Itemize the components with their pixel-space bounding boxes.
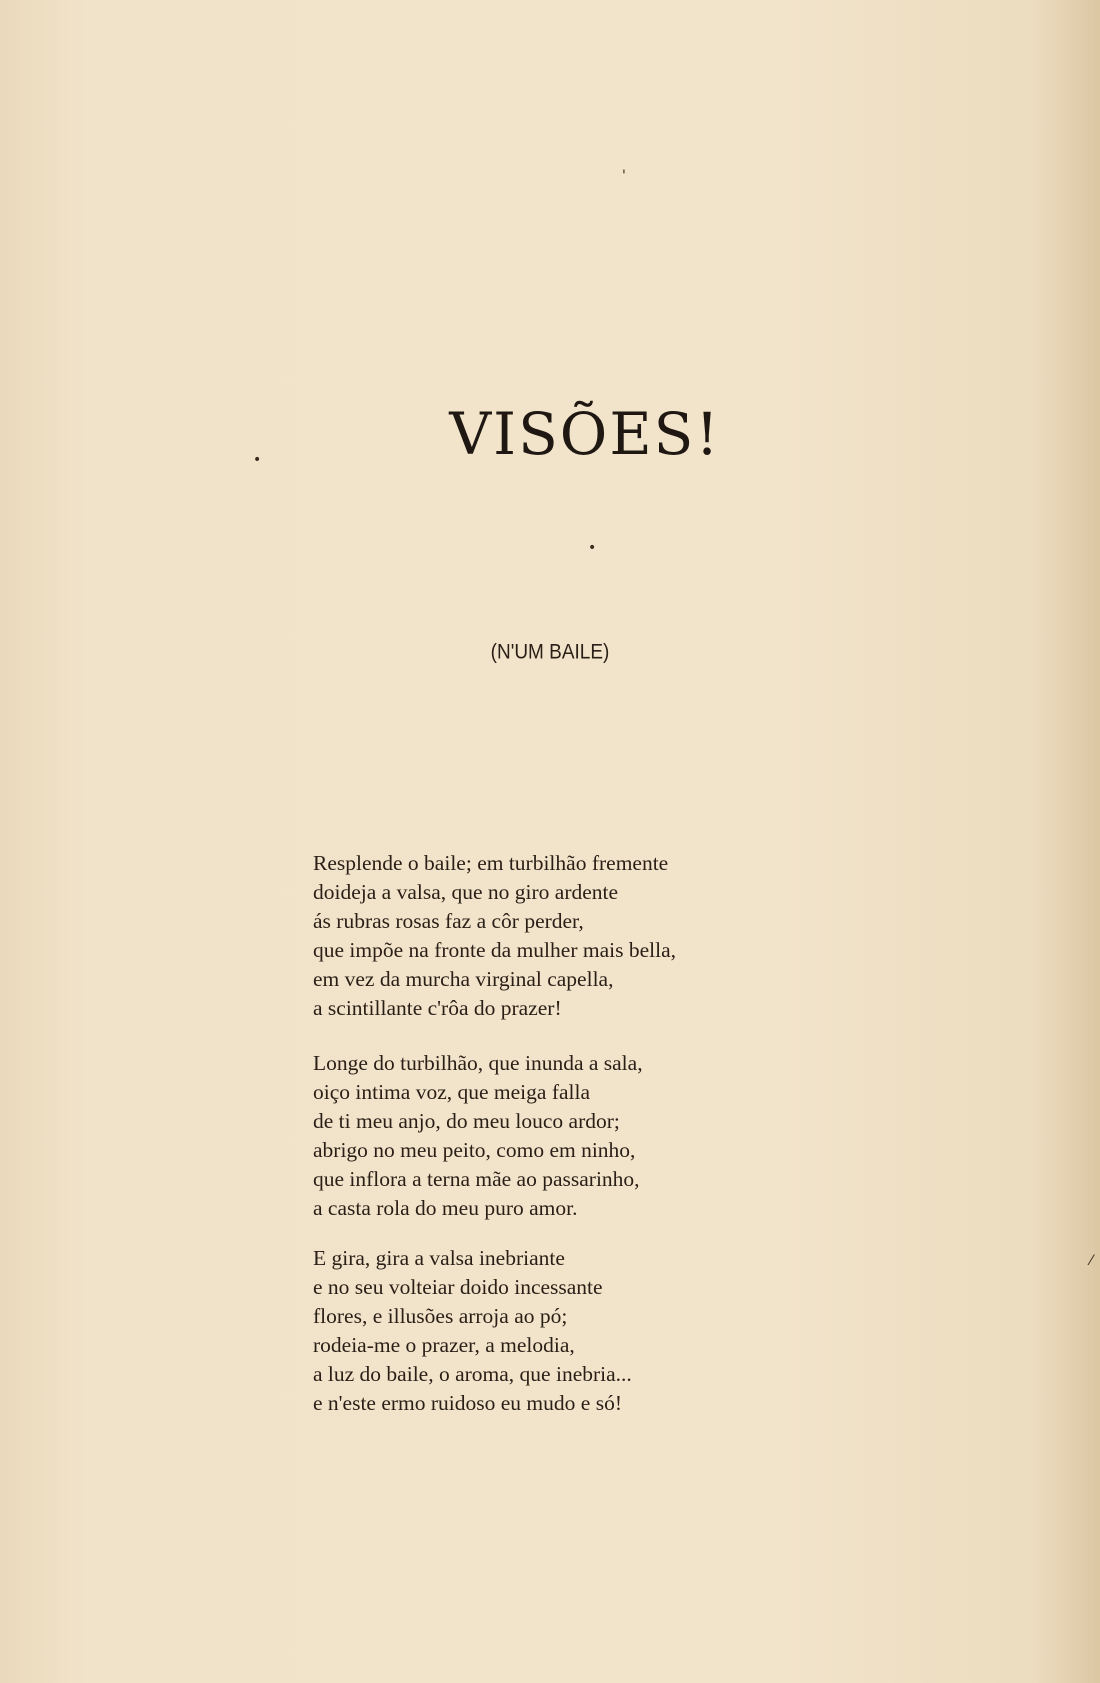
verse-line: a luz do baile, o aroma, que inebria...: [313, 1362, 632, 1386]
verse-line: e n'este ermo ruidoso eu mudo e só!: [313, 1391, 622, 1415]
verse-line: flores, e illusões arroja ao pó;: [313, 1304, 568, 1328]
verse-line: Resplende o baile; em turbilhão fremente: [313, 851, 669, 875]
ink-speck: ⁄: [1090, 1253, 1093, 1269]
verse-line: ás rubras rosas faz a côr perder,: [313, 909, 584, 933]
verse-line: abrigo no meu peito, como em ninho,: [313, 1138, 636, 1162]
stanza-3: [313, 1244, 632, 1418]
verse-line: e no seu volteiar doido incessante: [313, 1275, 603, 1299]
verse-line: que inflora a terna mãe ao passarinho,: [313, 1167, 640, 1191]
verse-line: de ti meu anjo, do meu louco ardor;: [313, 1109, 620, 1133]
verse-line: E gira, gira a valsa inebriante: [313, 1246, 565, 1270]
stanza-2: [313, 1049, 643, 1223]
stanza-1: [313, 849, 676, 1023]
verse-line: rodeia-me o prazer, a melodia,: [313, 1333, 575, 1357]
ink-speck: •: [588, 540, 597, 556]
verse-line: Longe do turbilhão, que inunda a sala,: [313, 1051, 643, 1075]
verse-line: oiço intima voz, que meiga falla: [313, 1080, 591, 1104]
ink-speck: ': [622, 168, 626, 184]
verse-line: a casta rola do meu puro amor.: [313, 1196, 578, 1220]
ink-speck: •: [253, 452, 262, 468]
poem-title: VISÕES!: [449, 400, 721, 468]
poem-subtitle: (N'UM BAILE): [490, 640, 610, 665]
verse-line: doideja a valsa, que no giro ardente: [313, 880, 619, 904]
verse-line: que impõe na fronte da mulher mais bella,: [313, 938, 676, 962]
verse-line: em vez da murcha virginal capella,: [313, 967, 614, 991]
verse-line: a scintillante c'rôa do prazer!: [313, 996, 562, 1020]
